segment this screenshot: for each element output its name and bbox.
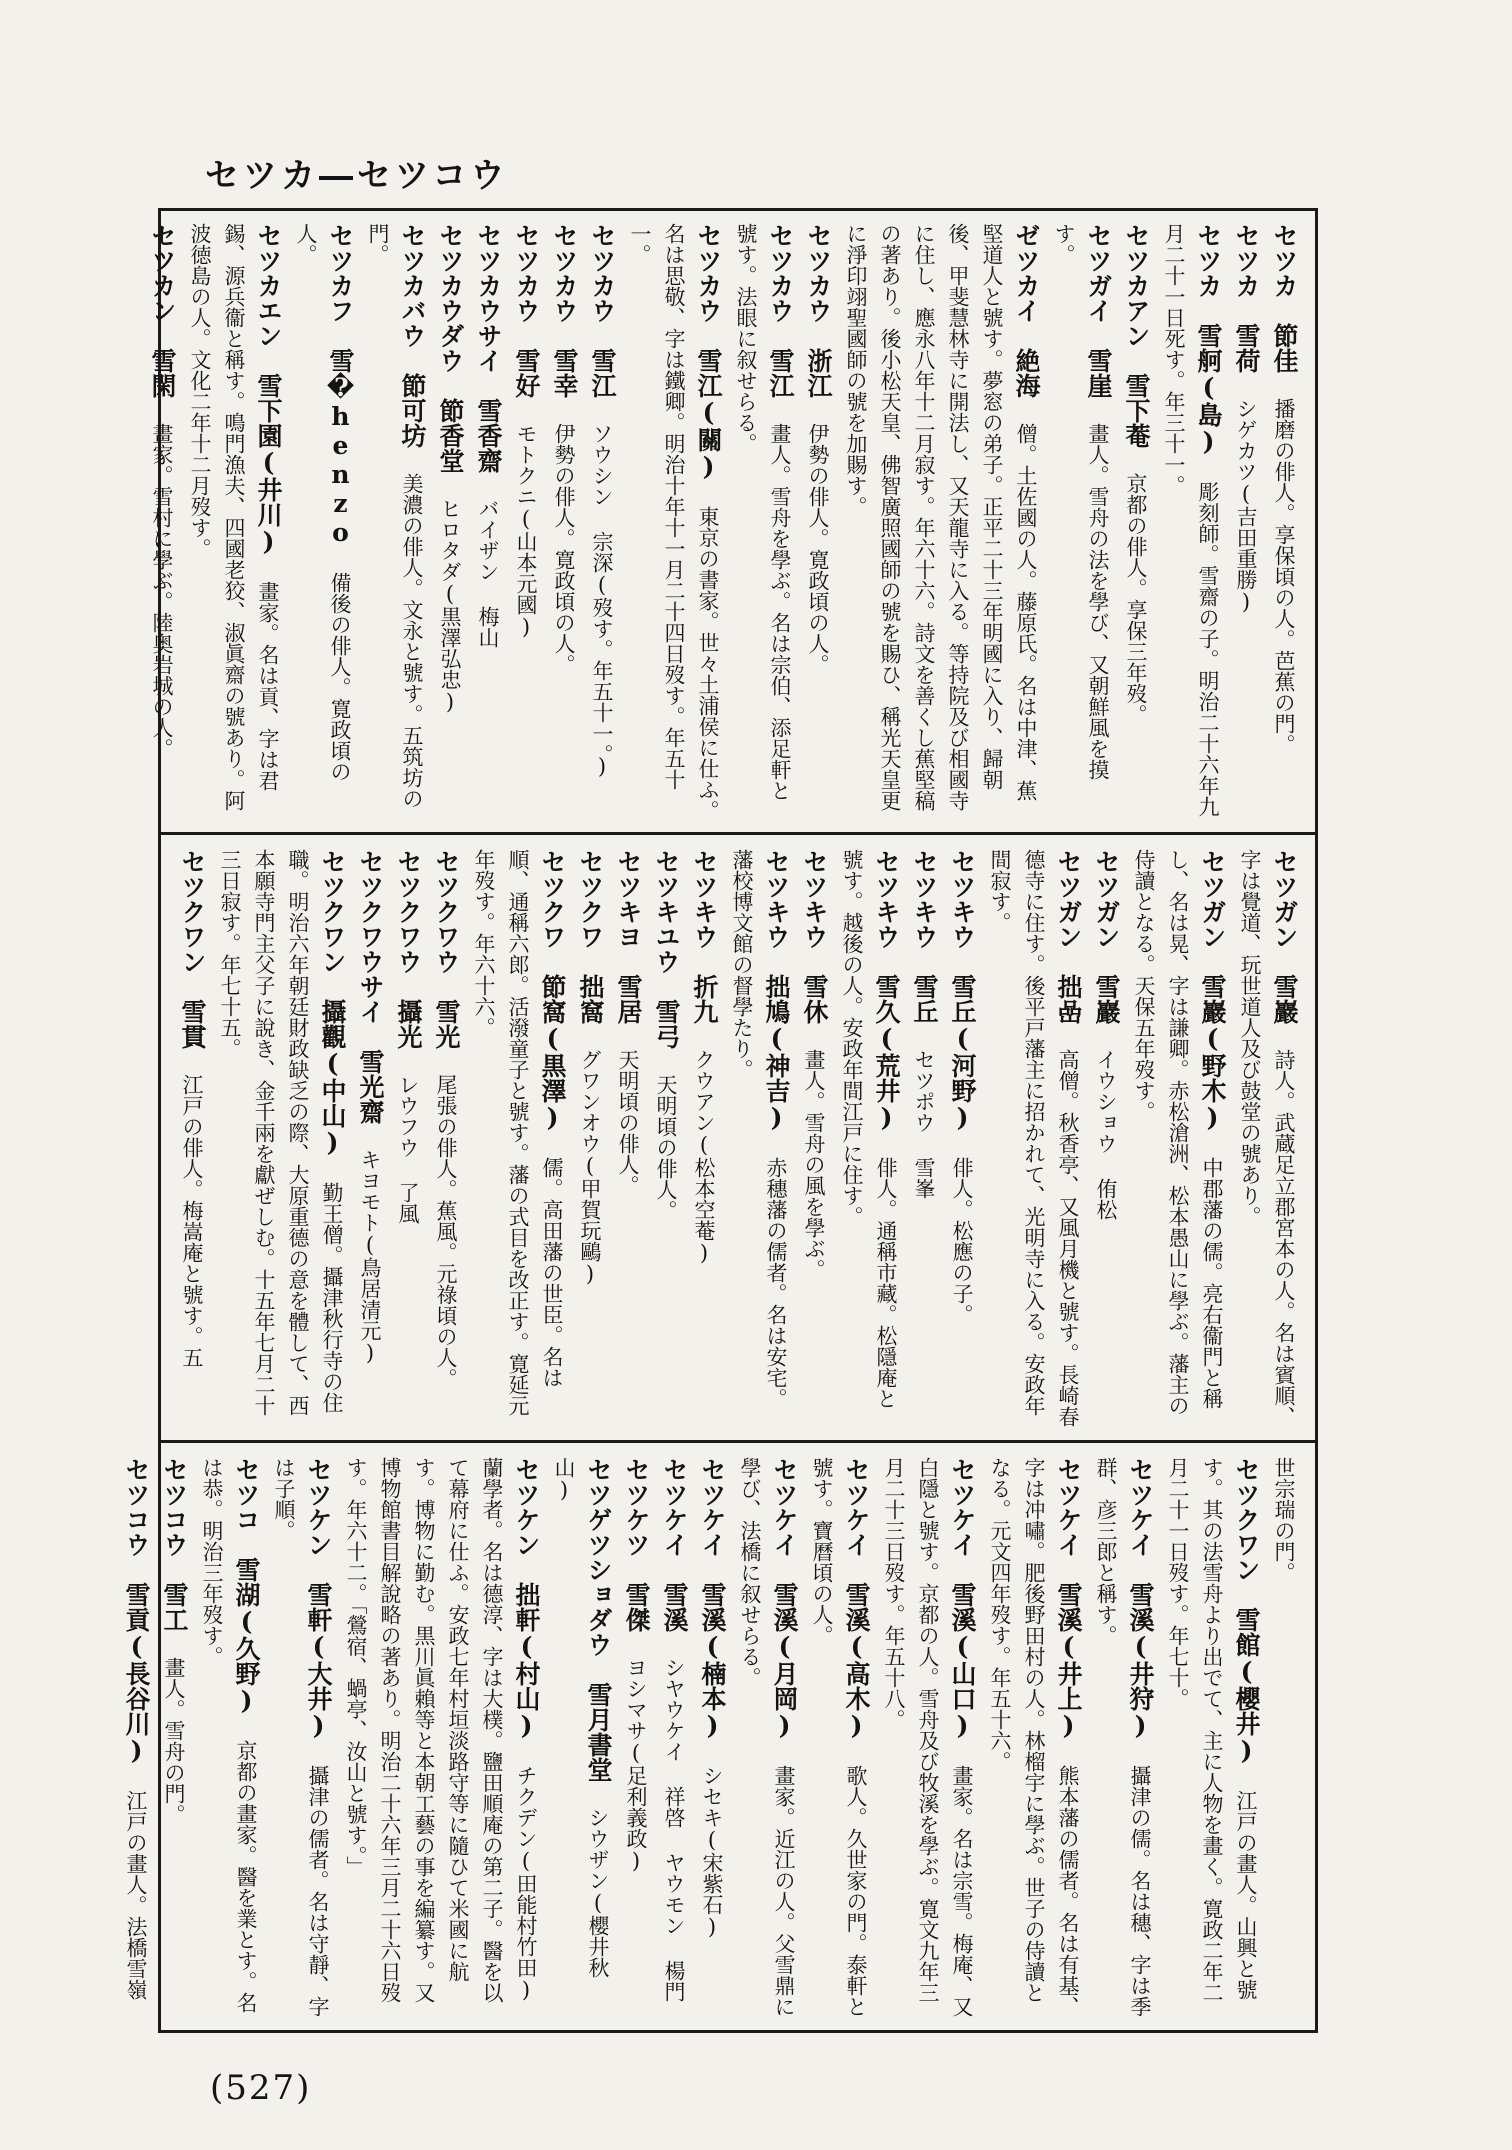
entry-reading: セツケイ bbox=[660, 1457, 689, 1557]
entry-headword: 拙軒(村山) bbox=[512, 1582, 541, 1740]
entry-headword: 雪巖 bbox=[1092, 974, 1121, 1024]
entry-headword: 雪溪(高木) bbox=[842, 1582, 871, 1740]
entry-description: クウアン(松本空菴) bbox=[692, 1049, 716, 1265]
entry-reading: セツカ bbox=[1194, 223, 1223, 298]
dictionary-entry bbox=[175, 849, 209, 1429]
dictionary-entry bbox=[471, 223, 505, 821]
entry-reading: セツガイ bbox=[1084, 223, 1113, 323]
entry-reading: セツコウ bbox=[122, 1457, 151, 1557]
dictionary-entry bbox=[429, 849, 463, 1429]
dictionary-entry bbox=[623, 223, 725, 821]
entry-headword: 雪丘(河野) bbox=[948, 974, 977, 1132]
tier-top-columns bbox=[148, 223, 1301, 821]
dictionary-entry bbox=[213, 849, 349, 1429]
entry-description: 伊勢の俳人。寛政頃の人。 bbox=[552, 423, 576, 675]
entry-headword: 雪休 bbox=[800, 974, 829, 1024]
entry-description: 尾張の俳人。蕉風。元祿頃の人。 bbox=[434, 1074, 458, 1389]
entry-description: 高僧。秋香亭、又風月機と號す。長崎春德寺に住す。後平戸藩主に招かれて、光明寺に入る。安政年間寂す。 bbox=[988, 849, 1080, 1427]
entry-description: 歌人。久世家の門。泰軒と號す。寶曆頃の人。 bbox=[810, 1457, 868, 2017]
entry-reading: セツカフ bbox=[326, 223, 355, 323]
dictionary-entry bbox=[433, 223, 467, 821]
entry-reading: セツケイ bbox=[1126, 1457, 1155, 1557]
entry-headword: 雪溪(井狩) bbox=[1126, 1582, 1155, 1740]
entry-description: ソウシン 宗深(歿す。年五十一。) bbox=[590, 423, 614, 779]
entry-reading: セツクワ bbox=[576, 849, 605, 949]
entry-description: 儒。高田藩の世臣。名は順、通稱六郎。活潑童子と號す。藩の式目を改正す。寛延元年歿す。年六十六。 bbox=[472, 849, 564, 1416]
tier-divider-1 bbox=[161, 832, 1315, 835]
entry-reading: セツケイ bbox=[948, 1457, 977, 1557]
dictionary-entry bbox=[353, 849, 387, 1429]
entry-headword: 雪丘 bbox=[910, 974, 939, 1024]
running-head: セツカ―セツコウ bbox=[205, 156, 509, 196]
entry-headword: 節佳 bbox=[1270, 323, 1299, 373]
dictionary-entry bbox=[1047, 223, 1115, 821]
dictionary-entry bbox=[649, 849, 683, 1429]
entry-description: キヨモト(鳥居清元) bbox=[358, 1149, 382, 1365]
entry-reading: セツケツ bbox=[622, 1457, 651, 1557]
dictionary-entry bbox=[797, 849, 831, 1429]
tier-divider-2 bbox=[161, 1440, 1315, 1443]
entry-description: 畫家。名は貢、字は君錫、源兵衞と稱す。鳴門漁夫、四國老狡、淑眞齋の號あり。阿波徳島の人。文化二年十二月歿す。 bbox=[188, 223, 280, 811]
entry-reading: セツカン bbox=[148, 223, 177, 323]
entry-description: シウザン(櫻井秋山) bbox=[552, 1457, 610, 1978]
tier-middle-columns bbox=[171, 849, 1301, 1429]
entry-headword: 雪閑 bbox=[148, 348, 177, 398]
tier-bottom bbox=[122, 1445, 1315, 2030]
entry-headword: 雪江(關) bbox=[694, 348, 723, 481]
dictionary-entry bbox=[1267, 1457, 1301, 2020]
entry-headword: 雪溪(月岡) bbox=[770, 1582, 799, 1740]
entry-headword: 節窩(黒澤) bbox=[538, 974, 567, 1132]
entry-headword: 節可坊 bbox=[398, 373, 427, 448]
entry-description: 備後の俳人。寛政頃の人。 bbox=[294, 223, 352, 782]
entry-reading: セツケイ bbox=[770, 1457, 799, 1557]
entry-reading: セツケン bbox=[512, 1457, 541, 1557]
entry-headword: 雪舸(島) bbox=[1194, 323, 1223, 456]
entry-headword: 雪貫 bbox=[178, 999, 207, 1049]
dictionary-entry bbox=[1157, 223, 1225, 821]
entry-description: 詩人。武蔵足立郡宮本の人。名は賓順、字は覺道、玩世道人及び鼓堂の號あり。 bbox=[1238, 849, 1296, 1427]
dictionary-entry bbox=[1089, 1457, 1157, 2020]
dictionary-entry bbox=[1161, 1457, 1263, 2020]
dictionary-entry bbox=[547, 1457, 615, 2020]
entry-reading: セツキユウ bbox=[652, 849, 681, 974]
dictionary-entry bbox=[1119, 223, 1153, 821]
page-number: (527) bbox=[210, 2068, 312, 2108]
entry-reading: セツカウ bbox=[588, 223, 617, 323]
entry-description: 伊勢の俳人。寛政頃の人。 bbox=[806, 423, 830, 675]
dictionary-entry bbox=[573, 849, 607, 1429]
entry-headword: 拙嵒 bbox=[1054, 974, 1083, 1024]
entry-reading: セツコ bbox=[232, 1457, 261, 1532]
entry-headword: 雪崖 bbox=[1084, 348, 1113, 398]
entry-reading: セツカウダウ bbox=[436, 223, 465, 373]
entry-headword: 雪溪 bbox=[660, 1582, 689, 1632]
entry-reading: セツガン bbox=[1092, 849, 1121, 949]
dictionary-entry bbox=[289, 223, 357, 821]
entry-reading: セツカウ bbox=[550, 223, 579, 323]
entry-reading: セツガン bbox=[1198, 849, 1227, 949]
entry-description: 熊本藩の儒者。名は有基、字は冲嘯。肥後野田村の人。林榴宇に學ぶ。世子の侍讀となる。元文四年歿す。年五十六。 bbox=[988, 1457, 1080, 2017]
entry-description: セツポウ 雪峯 bbox=[912, 1049, 936, 1199]
dictionary-entry bbox=[361, 223, 429, 821]
entry-headword: 雪江 bbox=[766, 348, 795, 398]
dictionary-entry bbox=[547, 223, 581, 821]
entry-description: シゲカツ(吉田重勝) bbox=[1234, 398, 1258, 614]
entry-headword: 浙江 bbox=[804, 348, 833, 398]
entry-description: 江戸の畫人。法橋雪嶺 bbox=[124, 1790, 148, 2000]
dictionary-entry bbox=[611, 849, 645, 1429]
entry-reading: セツカウ bbox=[804, 223, 833, 323]
dictionary-entry bbox=[509, 223, 543, 821]
entry-reading: セツケン bbox=[304, 1457, 333, 1557]
dictionary-entry bbox=[585, 223, 619, 821]
entry-description: 天明頃の俳人。 bbox=[616, 1049, 640, 1196]
entry-description: 京都の畫家。醫を業とす。名は恭。明治三年歿す。 bbox=[200, 1457, 258, 2013]
entry-reading: セツカエン bbox=[254, 223, 283, 348]
entry-reading: セツキヨ bbox=[614, 849, 643, 949]
entry-description: レウフウ 了風 bbox=[396, 1074, 420, 1224]
entry-headword: 雪幸 bbox=[550, 348, 579, 398]
entry-headword: 雪久(荒井) bbox=[872, 974, 901, 1132]
entry-headword: 拙窩 bbox=[576, 974, 605, 1024]
entry-headword: 雪館(櫻井) bbox=[1232, 1607, 1261, 1765]
entry-description: 彫刻師。雪齋の子。明治二十六年九月二十一日死す。年三十一。 bbox=[1162, 223, 1220, 817]
dictionary-entry bbox=[467, 849, 569, 1429]
dictionary-entry bbox=[391, 849, 425, 1429]
entry-headword: 節香堂 bbox=[436, 398, 465, 473]
entry-reading: セツキウ bbox=[800, 849, 829, 949]
dictionary-entry bbox=[801, 223, 835, 821]
dictionary-entry bbox=[267, 1457, 335, 2020]
entry-reading: セツキウ bbox=[690, 849, 719, 949]
entry-reading: セツカウサイ bbox=[474, 223, 503, 373]
entry-description: 江戸の俳人。梅嵩庵と號す。五 bbox=[180, 1074, 204, 1368]
entry-reading: セツガン bbox=[1270, 849, 1299, 949]
dictionary-entry bbox=[1233, 849, 1301, 1429]
entry-headword: 折九 bbox=[690, 974, 719, 1024]
entry-description: 播磨の俳人。享保頃の人。芭蕉の門。 bbox=[1272, 398, 1296, 755]
entry-headword: 雪居 bbox=[614, 974, 643, 1024]
entry-headword: 雪光齋 bbox=[356, 1049, 385, 1124]
entry-headword: 雪好 bbox=[512, 348, 541, 398]
dictionary-entry bbox=[729, 223, 797, 821]
entry-reading: セツケイ bbox=[698, 1457, 727, 1557]
entry-description: 攝津の儒者。名は守靜、字は子順。 bbox=[272, 1457, 330, 2017]
entry-headword: 絶海 bbox=[1012, 348, 1041, 398]
entry-description: 江戸の畫人。山興と號す。其の法雪舟より出でて、主に人物を畫く。寛政二年二月二十一日歿す。年七十。 bbox=[1166, 1457, 1258, 2003]
dictionary-entry bbox=[839, 223, 1043, 821]
entry-description: モトクニ(山本元國) bbox=[514, 423, 538, 639]
dictionary-entry bbox=[945, 849, 979, 1429]
dictionary-entry bbox=[877, 1457, 979, 2020]
dictionary-entry bbox=[725, 849, 793, 1429]
dictionary-entry bbox=[805, 1457, 873, 2020]
dictionary-entry bbox=[835, 849, 903, 1429]
tier-bottom-columns bbox=[122, 1457, 1301, 2020]
entry-headword: 拙鳩(神吉) bbox=[762, 974, 791, 1132]
entry-description: 僧。土佐國の人。藤原氏。名は中津、蕉堅道人と號す。夢窓の弟子。正平二十三年明國に入り、歸朝後、甲斐慧林寺に開法し、又天龍寺に入る。等持院及び相國寺に住し、應永八年十二月寂す。年六十六。詩文を善くし蕉堅稿の著あり。後小松天皇、佛智廣照國師の號を賜ひ、稱光天皇更に淨印翊聖國師の號を加賜す。 bbox=[844, 223, 1038, 811]
dictionary-entry bbox=[983, 1457, 1085, 2020]
entry-headword: 雪巖(野木) bbox=[1198, 974, 1227, 1132]
entry-headword: 攝光 bbox=[394, 999, 423, 1049]
dictionary-entry bbox=[983, 849, 1085, 1429]
entry-reading: セツクワウサイ bbox=[356, 849, 385, 1024]
entry-reading: セツキウ bbox=[872, 849, 901, 949]
dictionary-entry bbox=[1267, 223, 1301, 821]
dictionary-entry bbox=[1229, 223, 1263, 821]
dictionary-entry bbox=[195, 1457, 263, 2020]
entry-reading: セツクワウ bbox=[432, 849, 461, 974]
entry-description: 勤王僧。攝津秋行寺の住職。明治六年朝廷財政缺乏の際、大原重德の意を體して、西本願寺門主父子に說き、金千兩を獻ぜしむ。十五年七月二十三日寂す。年七十五。 bbox=[218, 849, 344, 1416]
entry-reading: セツクワン bbox=[178, 849, 207, 974]
entry-description: 畫家。雪村に學ぶ。陸奥岩城の人。 bbox=[150, 423, 174, 759]
entry-headword: 雪荷 bbox=[1232, 323, 1261, 373]
entry-description: 俳人。通稱市藏。松隱庵と號す。越後の人。安政年間江戸に住す。 bbox=[840, 849, 898, 1409]
entry-description: 畫人。雪舟を學ぶ。名は宗伯、添足軒と號す。法眼に叙せらる。 bbox=[734, 223, 792, 801]
entry-reading: セツキウ bbox=[948, 849, 977, 949]
entry-description: 東京の書家。世々土浦侯に仕ふ。名は思敬、字は鐵卿。明治十年十一月二十四日歿す。年五十一。 bbox=[628, 223, 720, 821]
entries-frame bbox=[122, 208, 1318, 2033]
dictionary-entry bbox=[687, 849, 721, 1429]
entry-description: 畫人。雪舟の風を學ぶ。 bbox=[802, 1049, 826, 1280]
entry-reading: セツカ bbox=[1270, 223, 1299, 298]
entry-description: 畫人。雪舟の門。 bbox=[162, 1657, 186, 1825]
entry-description: シセキ(宋紫石) bbox=[700, 1765, 724, 1939]
entry-description: チクデン(田能村竹田) 蘭學者。名は德淳、字は大樸。鹽田順庵の第二子。醫を以て幕府に仕ふ。安政七年村垣淡路守等に隨ひて米國に航す。博物に勤む。黒川眞賴等と本朝工藝の事を編纂す。又博物館書目解說略の著あり。明治二十六年三月二十六日歿す。年六十二。「鶯宿、蝸亭、汝山と號す。」 bbox=[344, 1457, 538, 2003]
entry-description: 美濃の俳人。文永と號す。五筑坊の門。 bbox=[366, 223, 424, 809]
entry-headword: 攝觀(中山) bbox=[318, 999, 347, 1157]
entry-reading: セツクワン bbox=[1232, 1457, 1261, 1582]
entry-reading: セツカ bbox=[1232, 223, 1261, 298]
entry-description: 攝津の儒。名は穗、字は季群、彦三郎と稱す。 bbox=[1094, 1457, 1152, 2017]
dictionary-entry bbox=[157, 1457, 191, 2020]
entry-reading: セツキウ bbox=[910, 849, 939, 949]
entry-reading: セツクワ bbox=[538, 849, 567, 949]
entry-headword: 雪下菴 bbox=[1122, 373, 1151, 448]
entry-description: グワンオウ(甲賀玩鷗) bbox=[578, 1049, 602, 1286]
dictionary-entry bbox=[695, 1457, 729, 2020]
dictionary-entry bbox=[657, 1457, 691, 2020]
entry-headword: 雪工 bbox=[160, 1582, 189, 1632]
dictionary-entry bbox=[119, 1457, 153, 2020]
entry-headword: 雪月書堂 bbox=[584, 1682, 613, 1782]
entry-headword: 雪江 bbox=[588, 348, 617, 398]
entry-headword: 雪傑 bbox=[622, 1582, 651, 1632]
tier-top bbox=[148, 211, 1315, 831]
entry-headword: 雪�henzo bbox=[326, 348, 355, 547]
entry-description: 畫家。名は宗雪。梅庵、又白隱と號す。京都の人。雪舟及び牧溪を學ぶ。寛文九年三月二十三日歿す。年五十八。 bbox=[882, 1457, 974, 2017]
entry-description: ヒロタダ(黒澤弘忠) bbox=[438, 498, 462, 714]
dictionary-entry bbox=[1089, 849, 1123, 1429]
entry-headword: 雪弓 bbox=[652, 999, 681, 1049]
entry-headword: 雪下園(井川) bbox=[254, 373, 283, 556]
entry-description: 俳人。松應の子。 bbox=[950, 1157, 974, 1325]
entry-reading: セツケイ bbox=[1054, 1457, 1083, 1557]
entry-description: 中郡藩の儒。亮右衞門と稱し、名は晃、字は謙卿。赤松滄洲、松本愚山に學ぶ。藩主の侍讀となる。天保五年歿す。 bbox=[1132, 849, 1224, 1416]
entry-description: シヤウケイ 祥啓 ヤウモン 楊門 bbox=[662, 1657, 686, 2002]
dictionary-entry bbox=[907, 849, 941, 1429]
dictionary-entry bbox=[145, 223, 179, 821]
entry-description: 畫家。近江の人。父雪鼎に學び、法橋に叙せらる。 bbox=[738, 1457, 796, 2017]
dictionary-entry bbox=[339, 1457, 543, 2020]
entry-headword: 雪溪(山口) bbox=[948, 1582, 977, 1740]
entry-headword: 雪香齋 bbox=[474, 398, 503, 473]
entry-description: ヨシマサ(足利義政) bbox=[624, 1657, 648, 1873]
entry-reading: セツカウ bbox=[694, 223, 723, 323]
entry-reading: セツクワウ bbox=[394, 849, 423, 974]
entry-description: 世宗瑞の門。 bbox=[1272, 1457, 1296, 1583]
entry-description: 天明頃の俳人。 bbox=[654, 1074, 678, 1221]
entry-reading: セツコウ bbox=[160, 1457, 189, 1557]
dictionary-entry bbox=[619, 1457, 653, 2020]
dictionary-entry bbox=[183, 223, 285, 821]
entry-description: 京都の俳人。享保三年歿。 bbox=[1124, 473, 1148, 725]
entry-headword: 雪湖(久野) bbox=[232, 1557, 261, 1715]
entry-reading: ゼツカイ bbox=[1012, 223, 1041, 323]
entry-reading: セツガン bbox=[1054, 849, 1083, 949]
entry-headword: 雪光 bbox=[432, 999, 461, 1049]
entry-reading: セツカウ bbox=[766, 223, 795, 323]
entry-reading: セツキウ bbox=[762, 849, 791, 949]
entry-reading: セツゲツショダウ bbox=[584, 1457, 613, 1657]
entry-description: 赤穗藩の儒者。名は安宅。藩校博文館の督學たり。 bbox=[730, 849, 788, 1409]
entry-reading: セツカウ bbox=[512, 223, 541, 323]
entry-reading: セツクワン bbox=[318, 849, 347, 974]
entry-reading: セツカバウ bbox=[398, 223, 427, 348]
entry-reading: セツケイ bbox=[842, 1457, 871, 1557]
entry-description: イウショウ 侑松 bbox=[1094, 1049, 1118, 1220]
entry-headword: 雪軒(大井) bbox=[304, 1582, 333, 1740]
entry-headword: 雪溪(井上) bbox=[1054, 1582, 1083, 1740]
dictionary-entry bbox=[1127, 849, 1229, 1429]
dictionary-entry bbox=[733, 1457, 801, 2020]
tier-middle bbox=[161, 837, 1315, 1439]
entry-headword: 雪溪(楠本) bbox=[698, 1582, 727, 1740]
entry-description: 畫人。雪舟の法を學び、又朝鮮風を摸す。 bbox=[1052, 223, 1110, 780]
entry-headword: 雪貢(長谷川) bbox=[122, 1582, 151, 1765]
entry-headword: 雪巖 bbox=[1270, 974, 1299, 1024]
entry-reading: セツカアン bbox=[1122, 223, 1151, 348]
entry-description: バイザン 梅山 bbox=[476, 498, 500, 648]
